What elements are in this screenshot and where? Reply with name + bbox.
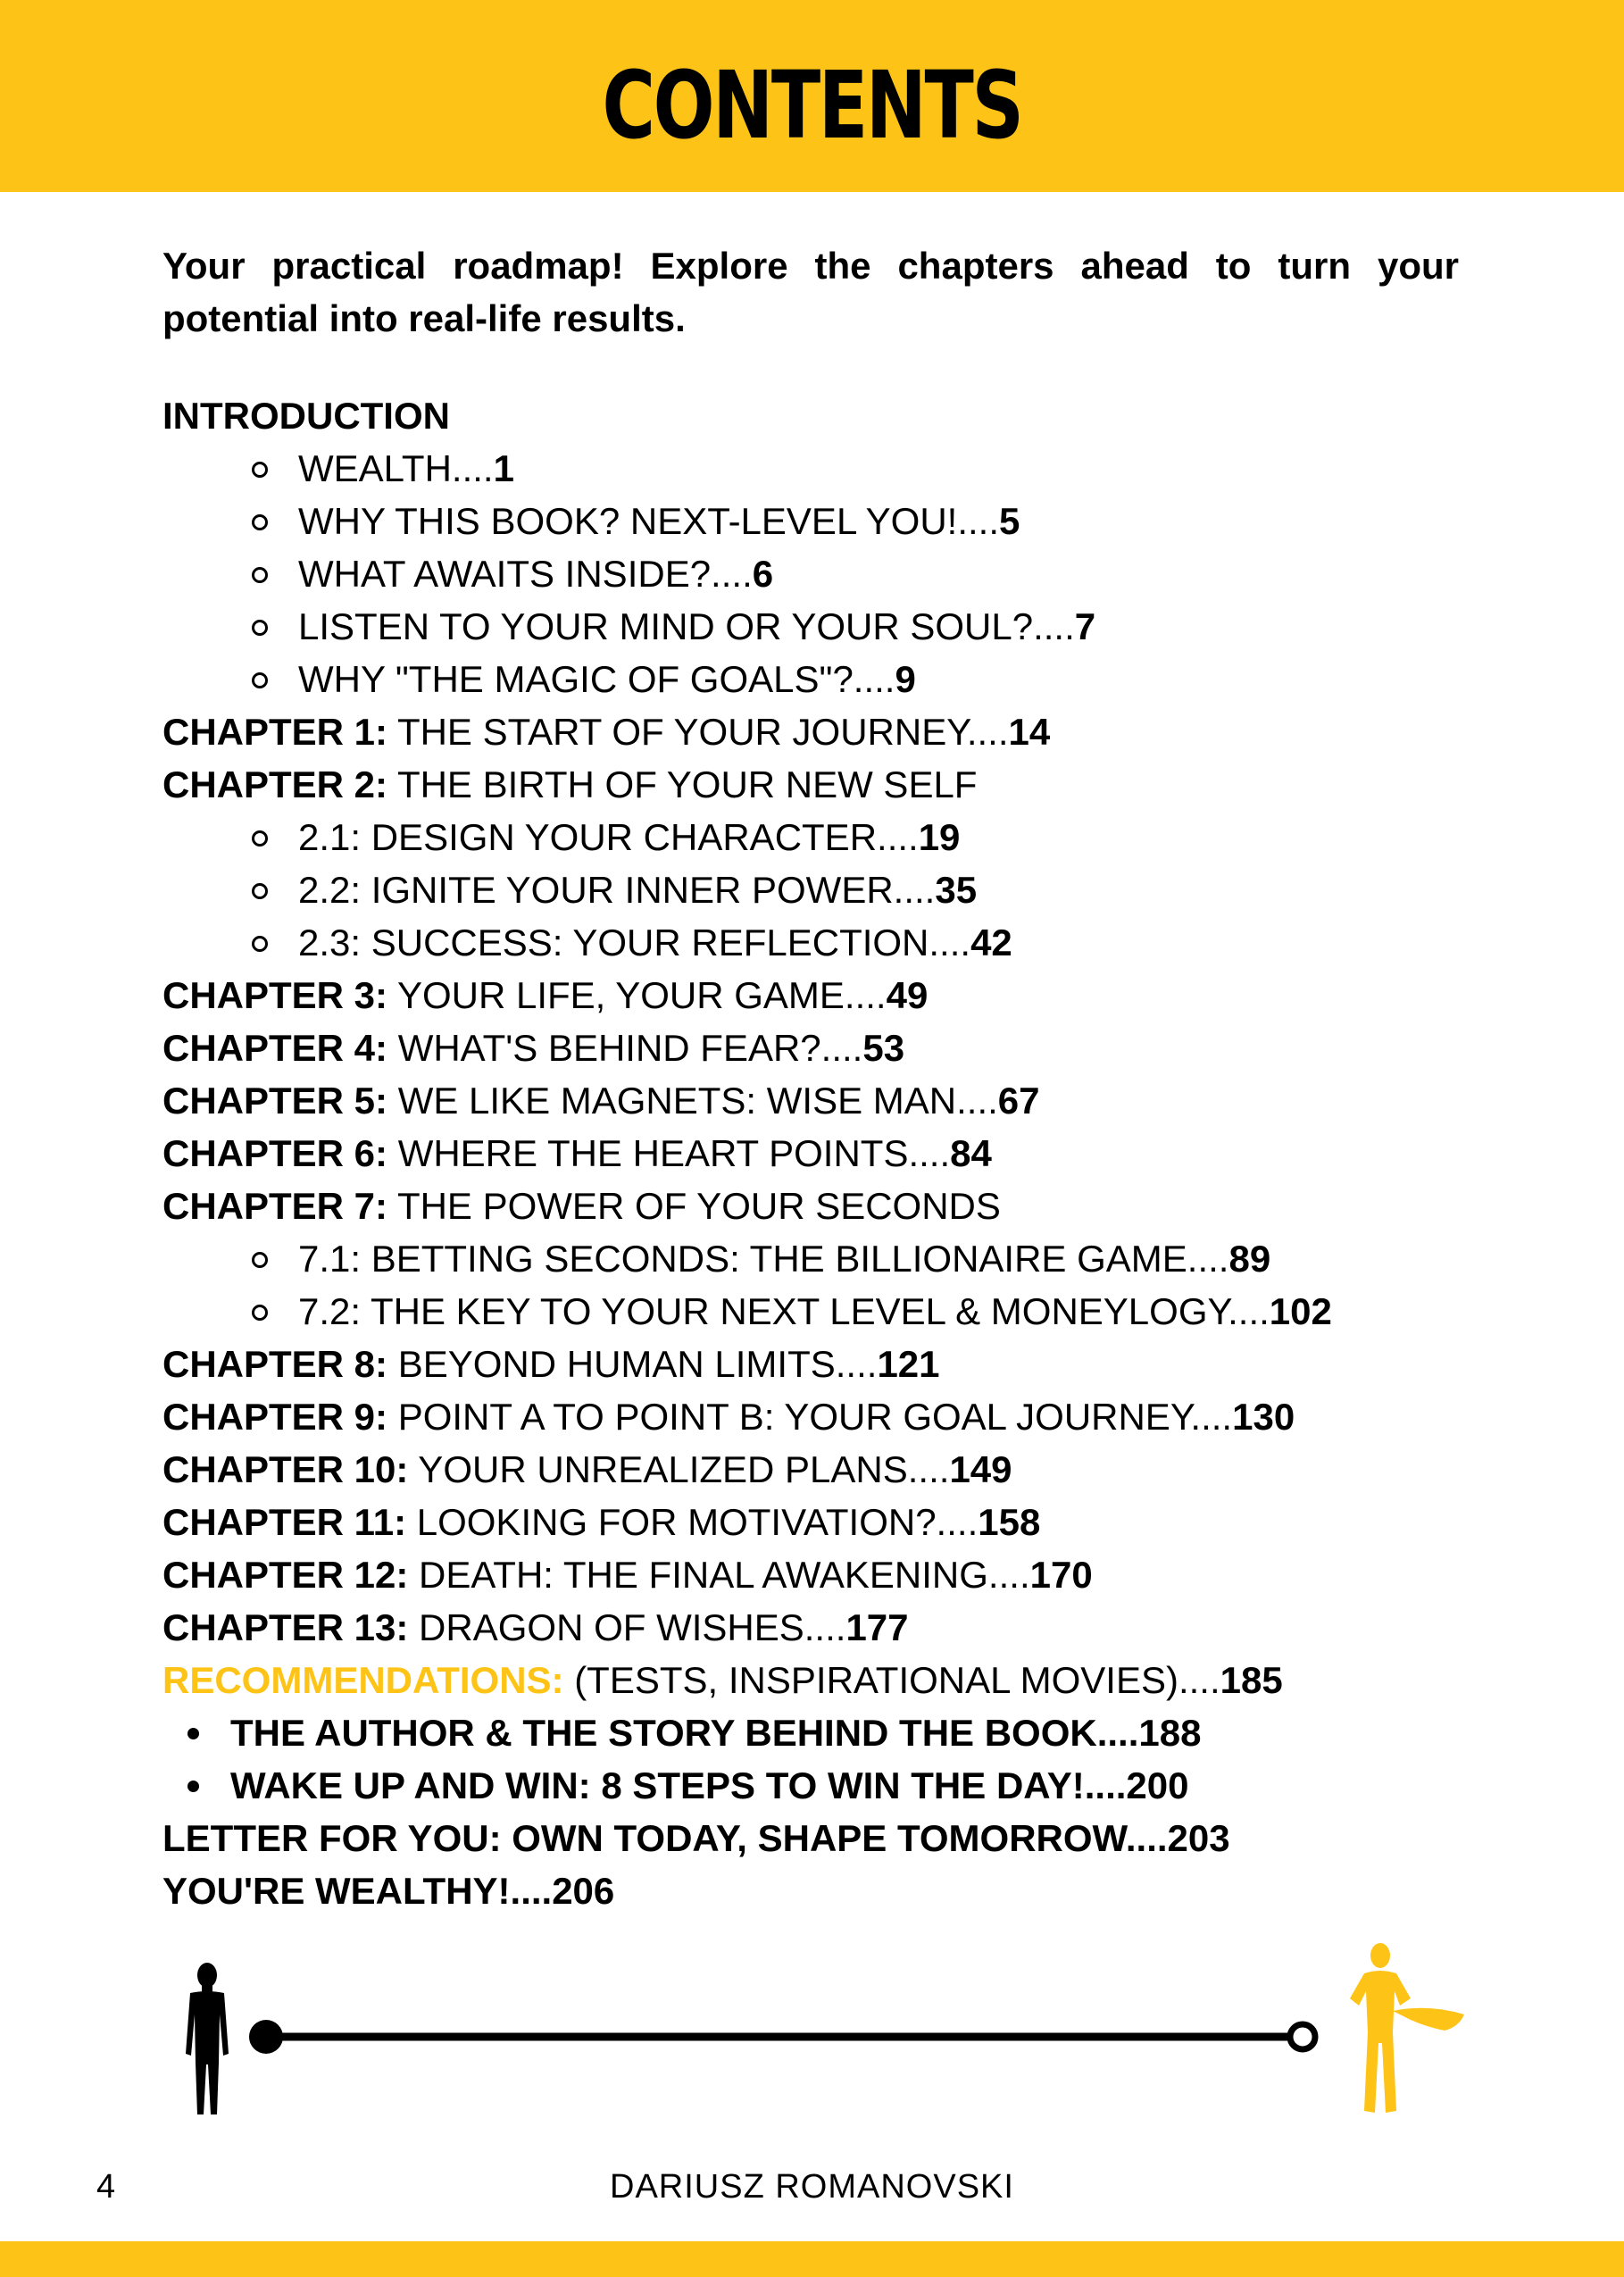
- page-title: CONTENTS: [602, 51, 1022, 160]
- circle-bullet-icon: [252, 883, 268, 899]
- toc-intro-item-magic[interactable]: WHY "THE MAGIC OF GOALS"?....9: [162, 653, 1502, 705]
- toc-chapter-13[interactable]: CHAPTER 13: DRAGON OF WISHES....177: [162, 1606, 909, 1648]
- toc-chapter-1[interactable]: CHAPTER 1: THE START OF YOUR JOURNEY....14: [162, 711, 1051, 753]
- circle-bullet-icon: [252, 462, 268, 478]
- toc-chapter-5[interactable]: CHAPTER 5: WE LIKE MAGNETS: WISE MAN....67: [162, 1080, 1040, 1122]
- toc-chapter-2-1[interactable]: 2.1: DESIGN YOUR CHARACTER....19: [162, 811, 1502, 863]
- toc-intro-item-listen[interactable]: LISTEN TO YOUR MIND OR YOUR SOUL?....7: [162, 600, 1502, 653]
- toc-chapter-2-2[interactable]: 2.2: IGNITE YOUR INNER POWER....35: [162, 863, 1502, 916]
- toc-chapter-10[interactable]: CHAPTER 10: YOUR UNREALIZED PLANS....149: [162, 1448, 1012, 1490]
- toc-chapter-3[interactable]: CHAPTER 3: YOUR LIFE, YOUR GAME....49: [162, 974, 929, 1016]
- circle-bullet-icon: [252, 567, 268, 583]
- superhero-silhouette-icon: [1350, 1943, 1464, 2113]
- circle-bullet-icon: [252, 936, 268, 952]
- circle-bullet-icon: [252, 1252, 268, 1268]
- toc-letter[interactable]: LETTER FOR YOU: OWN TODAY, SHAPE TOMORROW....203: [162, 1817, 1230, 1859]
- circle-bullet-icon: [252, 514, 268, 530]
- toc-chapter-6[interactable]: CHAPTER 6: WHERE THE HEART POINTS....84: [162, 1132, 992, 1174]
- author-name: DARIUSZ ROMANOVSKI: [610, 2168, 1014, 2206]
- circle-bullet-icon: [252, 830, 268, 847]
- toc-chapter-2[interactable]: CHAPTER 2: THE BIRTH OF YOUR NEW SELF: [162, 763, 978, 805]
- circle-bullet-icon: [252, 672, 268, 688]
- circle-bullet-icon: [252, 1305, 268, 1321]
- toc-chapter-8[interactable]: CHAPTER 8: BEYOND HUMAN LIMITS....121: [162, 1343, 940, 1385]
- toc-chapter-7-2[interactable]: 7.2: THE KEY TO YOUR NEXT LEVEL & MONEYLOGY....102: [162, 1285, 1502, 1338]
- start-dot: [249, 2020, 283, 2054]
- journey-graphic: [0, 1929, 1624, 2125]
- toc-chapter-9[interactable]: CHAPTER 9: POINT A TO POINT B: YOUR GOAL JOURNEY....130: [162, 1396, 1295, 1438]
- toc-introduction[interactable]: INTRODUCTION: [162, 395, 450, 437]
- bullet-dot-icon: [187, 1728, 199, 1739]
- toc-chapter-11[interactable]: CHAPTER 11: LOOKING FOR MOTIVATION?....158: [162, 1501, 1041, 1543]
- toc-chapter-12[interactable]: CHAPTER 12: DEATH: THE FINAL AWAKENING....170: [162, 1554, 1093, 1596]
- toc-chapter-7[interactable]: CHAPTER 7: THE POWER OF YOUR SECONDS: [162, 1185, 1001, 1227]
- toc-chapter-2-3[interactable]: 2.3: SUCCESS: YOUR REFLECTION....42: [162, 916, 1502, 969]
- person-silhouette-icon: [186, 1963, 229, 2114]
- toc-chapter-4[interactable]: CHAPTER 4: WHAT'S BEHIND FEAR?....53: [162, 1027, 905, 1069]
- bottom-band: [0, 2241, 1624, 2277]
- bullet-dot-icon: [187, 1781, 199, 1792]
- circle-bullet-icon: [252, 620, 268, 636]
- toc-intro-item-why-this-book[interactable]: WHY THIS BOOK? NEXT-LEVEL YOU!....5: [162, 495, 1502, 547]
- page-number: 4: [96, 2168, 116, 2206]
- toc-intro-item-wealth[interactable]: WEALTH....1: [162, 442, 1502, 495]
- toc-chapter-7-1[interactable]: 7.1: BETTING SECONDS: THE BILLIONAIRE GAME....89: [162, 1232, 1502, 1285]
- toc-bullet-wake-up[interactable]: WAKE UP AND WIN: 8 STEPS TO WIN THE DAY!....200: [162, 1759, 1502, 1812]
- toc-bullet-author[interactable]: THE AUTHOR & THE STORY BEHIND THE BOOK....188: [162, 1706, 1502, 1759]
- table-of-contents: [162, 389, 1502, 1917]
- intro-text: Your practical roadmap! Explore the chapters ahead to turn your potential into real-life results.: [162, 245, 1459, 339]
- toc-intro-item-what-awaits[interactable]: WHAT AWAITS INSIDE?....6: [162, 547, 1502, 600]
- end-circle: [1290, 2024, 1315, 2049]
- toc-recommendations[interactable]: RECOMMENDATIONS: (TESTS, INSPIRATIONAL MOVIES)....185: [162, 1659, 1283, 1701]
- toc-wealthy[interactable]: YOU'RE WEALTHY!....206: [162, 1870, 615, 1912]
